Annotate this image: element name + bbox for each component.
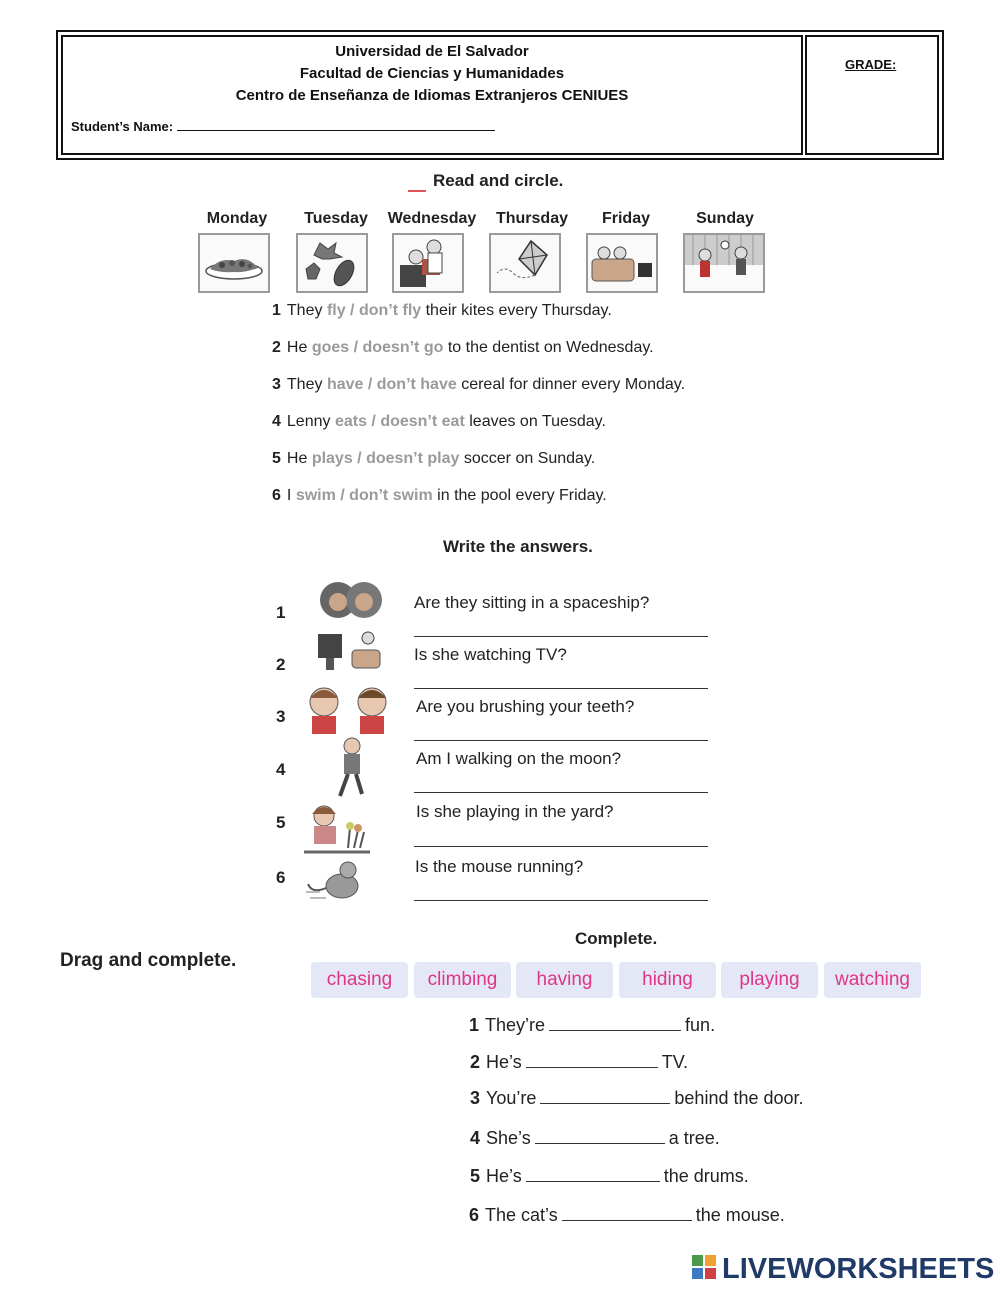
word-chip-chasing[interactable]: chasing: [311, 962, 408, 998]
day-tuesday: Tuesday: [304, 210, 368, 227]
sentence-start: I: [286, 487, 292, 504]
sentence-end: cereal for dinner every Monday.: [461, 376, 686, 393]
sentence-start: They: [286, 376, 323, 393]
circle-sentence: [272, 339, 654, 357]
sentence-number: 1: [272, 302, 281, 319]
answer-question: Is she watching TV?: [414, 645, 567, 664]
brushing-teeth-picture: [304, 680, 394, 741]
word-chip-watching[interactable]: watching: [824, 962, 921, 998]
sentence-start: He’s: [486, 1052, 522, 1072]
answer-line[interactable]: [414, 900, 708, 901]
sentence-number: 6: [469, 1205, 480, 1225]
circle-sentence: [272, 487, 607, 505]
answer-line[interactable]: [414, 740, 708, 741]
circle-options[interactable]: fly / don’t fly: [326, 302, 422, 319]
sentence-end: to the dentist on Wednesday.: [447, 339, 654, 356]
complete-title: Complete.: [575, 929, 658, 948]
write-answers-title: Write the answers.: [443, 537, 593, 556]
astronauts-picture: [316, 574, 384, 629]
word-chip-climbing[interactable]: climbing: [414, 962, 511, 998]
kite-picture: [489, 233, 561, 293]
complete-sentence: [470, 1166, 749, 1187]
sentence-number: 3: [272, 376, 281, 393]
day-thursday: Thursday: [495, 210, 568, 227]
circle-options[interactable]: eats / doesn’t eat: [334, 413, 465, 430]
answer-question: Is she playing in the yard?: [416, 802, 614, 821]
liveworksheets-logo: [692, 1253, 995, 1286]
answer-line[interactable]: [414, 792, 708, 793]
sentence-end: behind the door.: [674, 1088, 804, 1108]
grade-box: [805, 35, 939, 155]
sentence-end: the drums.: [663, 1166, 749, 1186]
answer-blank[interactable]: [526, 1169, 660, 1182]
word-chip-hiding[interactable]: hiding: [619, 962, 716, 998]
answer-blank[interactable]: [549, 1018, 681, 1031]
sentence-start: They’re: [485, 1015, 546, 1035]
sentence-end: fun.: [685, 1015, 716, 1035]
sentence-number: 1: [469, 1015, 480, 1035]
grade-label: GRADE:: [845, 57, 897, 72]
complete-sentence: [470, 1052, 688, 1073]
header-info-box: [61, 35, 803, 155]
soccer-picture: [683, 233, 765, 293]
read-circle-title: Read and circle.: [433, 171, 564, 190]
liveworksheets-wordmark: LIVEWORKSHEETS: [722, 1253, 995, 1285]
answer-line[interactable]: [414, 636, 708, 637]
girl-tv-picture: [316, 624, 384, 681]
circle-sentence: [272, 302, 612, 320]
university-name: Universidad de El Salvador: [335, 43, 529, 60]
answer-number: 5: [276, 813, 286, 832]
answer-line[interactable]: [414, 846, 708, 847]
circle-options[interactable]: have / don’t have: [326, 376, 457, 393]
complete-sentence: [470, 1088, 804, 1109]
sentence-start: She’s: [486, 1128, 531, 1148]
sentence-start: Lenny: [286, 413, 331, 430]
dentist-picture: [392, 233, 464, 293]
sentence-end: a tree.: [668, 1128, 720, 1148]
sentence-start: They: [286, 302, 323, 319]
sentence-number: 6: [272, 487, 281, 504]
day-friday: Friday: [601, 210, 650, 227]
complete-sentence: [469, 1205, 785, 1226]
circle-options[interactable]: swim / don’t swim: [295, 487, 433, 504]
sentence-number: 4: [272, 413, 281, 430]
answer-blank[interactable]: [540, 1091, 670, 1104]
walking-boy-picture: [330, 736, 370, 805]
circle-sentence: [272, 376, 685, 394]
answer-question: Are they sitting in a spaceship?: [414, 593, 650, 612]
drag-instruction: Drag and complete.: [60, 950, 237, 971]
answer-number: 2: [276, 655, 286, 674]
cereal-bowl-picture: [198, 233, 270, 293]
center-name: Centro de Enseñanza de Idiomas Extranjeros CENIUES: [235, 87, 629, 104]
red-dash-mark: [408, 190, 426, 192]
answer-number: 1: [276, 603, 286, 622]
sentence-end: in the pool every Friday.: [437, 487, 607, 504]
sentence-number: 2: [470, 1052, 481, 1072]
sentence-number: 3: [470, 1088, 481, 1108]
sentence-start: He: [286, 339, 308, 356]
sentence-end: the mouse.: [695, 1205, 785, 1225]
answer-number: 4: [276, 760, 286, 779]
sentence-end: soccer on Sunday.: [463, 450, 596, 467]
word-chip-having[interactable]: having: [516, 962, 613, 998]
family-tv-picture: [586, 233, 658, 293]
day-sunday: Sunday: [696, 210, 754, 227]
sentence-number: 5: [470, 1166, 481, 1186]
circle-sentence: [272, 413, 606, 431]
circle-sentence: [272, 450, 595, 468]
answer-question: Are you brushing your teeth?: [416, 697, 635, 716]
answer-line[interactable]: [414, 688, 708, 689]
day-wednesday: Wednesday: [387, 210, 477, 227]
circle-options[interactable]: goes / doesn’t go: [311, 339, 444, 356]
sentence-end: TV.: [661, 1052, 689, 1072]
circle-options[interactable]: plays / doesn’t play: [311, 450, 460, 467]
answer-blank[interactable]: [535, 1131, 665, 1144]
faculty-name: Facultad de Ciencias y Humanidades: [299, 65, 565, 82]
sentence-start: He’s: [486, 1166, 522, 1186]
answer-question: Is the mouse running?: [415, 857, 584, 876]
complete-sentence: [469, 1015, 715, 1036]
liveworksheets-grid-icon: [692, 1253, 718, 1281]
word-chip-playing[interactable]: playing: [721, 962, 818, 998]
header-box: [56, 30, 944, 160]
complete-sentence: [470, 1128, 720, 1149]
answer-question: Am I walking on the moon?: [416, 749, 622, 768]
answer-blank[interactable]: [526, 1055, 658, 1068]
sentence-end: leaves on Tuesday.: [469, 413, 606, 430]
student-name-label: Student’s Name:: [71, 119, 174, 134]
answer-blank[interactable]: [562, 1208, 692, 1221]
mouse-running-picture: [304, 858, 368, 913]
sentence-start: He: [286, 450, 308, 467]
leaves-picture: [296, 233, 368, 293]
girl-yard-picture: [304, 802, 370, 863]
sentence-number: 5: [272, 450, 281, 467]
sentence-number: 4: [470, 1128, 481, 1148]
student-name-row: [71, 119, 495, 134]
sentence-number: 2: [272, 339, 281, 356]
student-name-field[interactable]: [177, 120, 495, 131]
sentence-start: You’re: [486, 1088, 537, 1108]
answer-number: 6: [276, 868, 286, 887]
sentence-end: their kites every Thursday.: [425, 302, 612, 319]
sentence-start: The cat’s: [485, 1205, 558, 1225]
answer-number: 3: [276, 707, 286, 726]
day-monday: Monday: [206, 210, 268, 227]
